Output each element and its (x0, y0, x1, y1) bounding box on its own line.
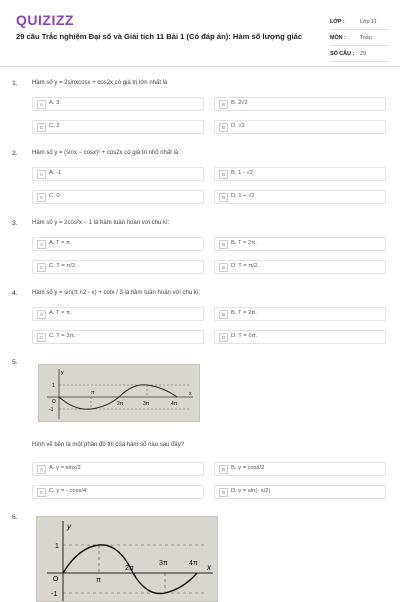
option-letter: A (37, 465, 46, 474)
question-number: 6. (12, 514, 18, 521)
answer-option-d[interactable] (214, 330, 386, 344)
answer-option-b[interactable] (214, 97, 386, 111)
question-text: Hàm số y = (sinx − cosx)² + cos2x có giá trị nhỏ nhất là: (32, 150, 180, 156)
sine-graph-image (38, 364, 200, 422)
answer-option-c[interactable] (32, 190, 204, 204)
option-letter: C (37, 333, 46, 342)
label-1: 1 (52, 383, 55, 389)
sine-graph-image (36, 516, 218, 602)
answer-option-c[interactable] (32, 485, 204, 499)
label-1: 1 (55, 543, 59, 550)
meta-table (330, 14, 388, 62)
answer-option-b[interactable] (214, 167, 386, 181)
label-4pi: 4π (171, 401, 178, 407)
label-O: O (53, 576, 59, 583)
answer-option-b[interactable] (214, 307, 386, 321)
answer-option-a[interactable] (32, 462, 204, 476)
meta-row-subject (330, 30, 388, 46)
answer-option-c[interactable] (32, 330, 204, 344)
quizizz-logo: QUIZIZZ (16, 12, 74, 28)
question-text: Hàm số y = sin(π / 2 - x) + cotx / 3 là hàm tuần hoàn với chu kì: (32, 290, 201, 296)
option-text: B. y = cosx/2 (231, 465, 265, 471)
option-text: C. 2 (49, 123, 60, 129)
option-letter: B (219, 465, 228, 474)
label-2pi: 2π (117, 401, 124, 407)
label-y: y (67, 522, 71, 531)
answer-option-b[interactable] (214, 237, 386, 251)
option-letter: B (219, 170, 228, 179)
option-text: A. y = sinx/2 (49, 465, 81, 471)
question-number: 5. (12, 359, 18, 366)
option-text: D. y = sin(- x/2) (231, 488, 271, 494)
option-text: C. T = 3π. (49, 333, 76, 339)
option-letter: A (37, 100, 46, 109)
option-text: D. T = 6π. (231, 333, 258, 339)
option-letter: B (219, 310, 228, 319)
answer-option-d[interactable] (214, 260, 386, 274)
label-3pi: 3π (143, 401, 150, 407)
option-text: C. y = - cosx/4 (49, 488, 87, 494)
meta-label: SỐ CÂU : (330, 50, 355, 57)
question-text: Hàm số y = 2cos²x − 1 là hàm tuần hoàn với chu kì: (32, 220, 170, 226)
option-letter: C (37, 123, 46, 132)
document-header (0, 0, 400, 67)
answer-option-d[interactable] (214, 190, 386, 204)
meta-value: Toán (360, 34, 372, 41)
option-text: A. -1 (49, 170, 62, 176)
option-text: A. T = π. (49, 240, 72, 246)
label-pi: π (91, 390, 95, 396)
answer-option-a[interactable] (32, 97, 204, 111)
option-letter: D (219, 123, 228, 132)
answer-option-a[interactable] (32, 167, 204, 181)
label-4pi: 4π (189, 560, 198, 567)
label-2pi: 2π (125, 565, 134, 572)
answer-option-a[interactable] (32, 237, 204, 251)
option-text: B. 2√2 (231, 100, 248, 106)
graph-svg (37, 517, 217, 601)
label-x: x (189, 391, 192, 397)
label-minus-1: -1 (51, 591, 58, 598)
meta-value: 29 (360, 50, 366, 57)
document-title: 29 câu Trắc nghiệm Đại số và Giải tích 11 Bài 1 (Có đáp án): Hàm số lượng giác (16, 32, 303, 41)
option-letter: B (219, 100, 228, 109)
option-letter: C (37, 193, 46, 202)
option-text: B. T = 2π. (231, 310, 257, 316)
label-pi: π (96, 577, 101, 584)
option-letter: C (37, 263, 46, 272)
question-number: 2. (12, 150, 18, 157)
option-letter: A (37, 240, 46, 249)
answer-option-d[interactable] (214, 485, 386, 499)
answer-option-c[interactable] (32, 260, 204, 274)
question-text: Hình vẽ bên là một phần đồ thị của hàm số nào sau đây? (32, 442, 185, 448)
question-number: 4. (12, 290, 18, 297)
meta-row-count (330, 46, 388, 62)
answer-option-a[interactable] (32, 307, 204, 321)
option-letter: D (219, 263, 228, 272)
answer-option-d[interactable] (214, 120, 386, 134)
label-3pi: 3π (159, 560, 168, 567)
option-letter: A (37, 310, 46, 319)
option-letter: D (219, 193, 228, 202)
answer-option-b[interactable] (214, 462, 386, 476)
option-letter: B (219, 240, 228, 249)
option-text: C. 0 (49, 193, 60, 199)
label-minus-1: -1 (49, 407, 54, 413)
option-text: C. T = π/2. (49, 263, 77, 269)
option-text: B. 1 - √2 (231, 170, 253, 176)
option-text: B. T = 2π. (231, 240, 257, 246)
label-x: x (207, 563, 211, 572)
option-text: A. T = π. (49, 310, 72, 316)
option-letter: C (37, 488, 46, 497)
label-y: y (61, 370, 64, 376)
answer-option-c[interactable] (32, 120, 204, 134)
option-letter: A (37, 170, 46, 179)
question-number: 3. (12, 220, 18, 227)
option-letter: D (219, 333, 228, 342)
meta-label: LỚP : (330, 18, 345, 25)
option-text: D. T = π/2. (231, 263, 259, 269)
graph-svg (39, 365, 199, 421)
question-number: 1. (12, 80, 18, 87)
meta-value: Lớp 11 (360, 18, 377, 25)
meta-label: MÔN : (330, 34, 346, 41)
label-O: O (52, 399, 56, 405)
option-text: A. 3 (49, 100, 60, 106)
meta-row-class (330, 14, 388, 30)
option-letter: D (219, 488, 228, 497)
option-text: D. √2 (231, 123, 245, 129)
option-text: D. 1 + √2 (231, 193, 255, 199)
question-text: Hàm số y = 2sinxcosx + cos2x có giá trị lớn nhất là (32, 80, 168, 86)
